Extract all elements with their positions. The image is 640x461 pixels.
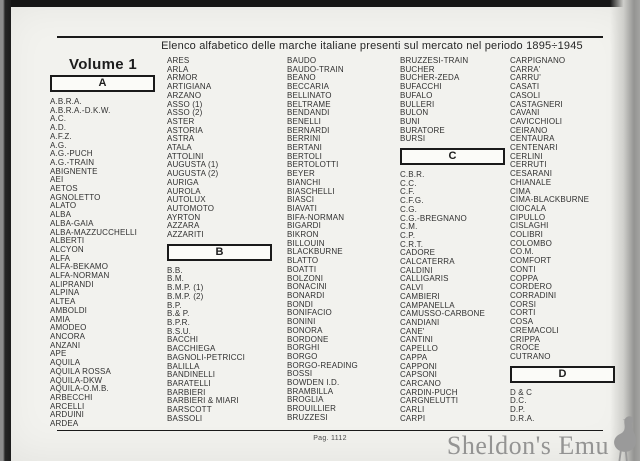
list-item: B.P. (167, 300, 182, 310)
list-item: D & C (510, 387, 533, 397)
list-item: D.P. (510, 405, 526, 415)
list-item: A.B.R.A. (50, 97, 82, 106)
list-item: CAPSONI (400, 370, 438, 380)
list-item: BORDONE (287, 334, 329, 344)
list-item: AURIGA (167, 177, 199, 187)
list-item: ALPINA (50, 288, 80, 298)
list-item: CAMBIERI (400, 291, 440, 301)
list-item: BARATELLI (167, 378, 211, 388)
list-item: CORTI (510, 308, 536, 318)
list-item: C.B.R. (400, 170, 425, 180)
list-item: CASTAGNERI (510, 99, 563, 109)
list-item: CIMA (510, 186, 531, 196)
list-item: AEI (50, 175, 64, 185)
list-item: B.M.P. (1) (167, 283, 204, 293)
list-item: BONINI (287, 317, 316, 327)
list-item: BURSI (400, 134, 426, 144)
list-item: AMIA (50, 314, 71, 324)
list-item: BUCHER-ZEDA (400, 73, 460, 83)
list-item: CRIPPA (510, 334, 541, 344)
list-item: BLATTO (287, 256, 319, 266)
list-item: BORGO (287, 351, 318, 361)
list-item: BIAVATI (287, 203, 317, 213)
list-item: CANTINI (400, 335, 434, 345)
list-item: CARLI (400, 405, 425, 415)
list-item: CASOLI (510, 90, 541, 100)
list-item: B.P.R. (167, 317, 190, 327)
list-item: BEYER (287, 169, 315, 179)
list-item: B.M. (167, 274, 185, 284)
list-item: CORSI (510, 299, 537, 309)
list-item: COPPA (510, 273, 539, 283)
list-item: AMODEO (50, 323, 87, 333)
brand-list-column-5 (510, 57, 624, 423)
list-item: ATTOLINI (167, 151, 204, 161)
list-item: AYRTON (167, 212, 201, 222)
list-item: BIASCHELLI (287, 186, 335, 196)
list-item: ARBECCHI (50, 392, 93, 402)
list-item: AUGUSTA (1) (167, 160, 219, 170)
list-item: BLACKBURNE (287, 247, 343, 257)
list-item: B.M.P. (2) (167, 291, 204, 301)
list-item: ALBERTI (50, 236, 85, 246)
list-item: CEIRANO (510, 125, 548, 135)
list-item: A.F.Z. (50, 131, 72, 141)
list-item: APE (50, 349, 67, 359)
list-item: BELLINATO (287, 90, 332, 100)
list-item: CREMACOLI (510, 325, 559, 335)
list-item: C.P. (400, 230, 416, 240)
list-item: CARGNELUTTI (400, 396, 459, 406)
list-item: BRAMBILLA (287, 386, 334, 396)
list-item: CUTRANO (510, 351, 551, 361)
list-item: COLOMBO (510, 238, 552, 248)
list-item: CROCE (510, 343, 540, 353)
list-item: AZZARA (167, 221, 200, 231)
list-item: ARLA (167, 64, 189, 74)
list-item: CERLINI (510, 151, 543, 161)
list-item: BENDANDI (287, 108, 330, 118)
list-item: B.B. (167, 265, 183, 275)
list-item: ANZANI (50, 340, 81, 350)
list-item: ALIPRANDI (50, 279, 94, 289)
brand-list-column-3 (287, 57, 401, 423)
list-item: AUTOMOTO (167, 203, 215, 213)
brand-list-column-4 (400, 57, 514, 423)
list-item: BASSOLI (167, 413, 203, 423)
list-item: CARRA' (510, 64, 541, 74)
list-item: BIANCHI (287, 177, 321, 187)
list-item: BUFACCHI (400, 82, 442, 92)
list-item: BALILLA (167, 361, 200, 371)
list-item: BUNI (400, 116, 420, 126)
list-item: CAMUSSO-CARBONE (400, 309, 485, 319)
list-item: CERRUTI (510, 160, 547, 170)
list-item: CAMPANELLA (400, 300, 455, 310)
list-item: A.C. (50, 114, 67, 124)
watermark (447, 415, 639, 461)
list-item: BIKRON (287, 230, 319, 240)
list-item: AUROLA (167, 186, 201, 196)
list-item: A.D. (50, 123, 67, 133)
list-item: C.R.T. (400, 239, 424, 249)
list-item: BORGHI (287, 343, 320, 353)
list-item: BONARDI (287, 290, 325, 300)
list-item: B.& P. (167, 309, 190, 319)
list-item: ALTEA (50, 297, 76, 307)
list-item: CESARANI (510, 169, 553, 179)
list-item: BRUZZESI (287, 412, 328, 422)
page-title: Elenco alfabetico delle marche italiane presenti sul mercato nel periodo 1895÷1945 (161, 40, 583, 52)
list-item: CAVICCHIOLI (510, 116, 563, 126)
list-item: CAVANI (510, 108, 540, 118)
list-item: B.S.U. (167, 326, 192, 336)
list-item: CALVI (400, 283, 424, 293)
list-item: ALFA-NORMAN (50, 271, 110, 281)
list-item: CONTI (510, 264, 536, 274)
list-item: AQUILA ROSSA (50, 366, 111, 376)
list-item: AUTOLUX (167, 195, 206, 205)
list-item: ASTORIA (167, 125, 204, 135)
list-item: BORGO-READING (287, 360, 358, 370)
list-item: ALFA (50, 253, 71, 263)
list-item: BOSSI (287, 369, 313, 379)
list-item: CAPPA (400, 352, 428, 362)
list-item: A.G.-PUCH (50, 149, 93, 159)
list-item: BONDI (287, 299, 314, 309)
list-item: ALBA-MAZZUCCHELLI (50, 227, 138, 237)
list-item: BERTOLOTTI (287, 160, 339, 170)
list-item: BAUDO-TRAIN (287, 64, 344, 74)
list-item: ABIGNENTE (50, 166, 98, 176)
list-item: ANCORA (50, 331, 86, 341)
list-item: COSA (510, 317, 534, 327)
list-item: CIOCALA (510, 203, 547, 213)
scan-edge-left (0, 0, 11, 461)
list-item: COLIBRI (510, 230, 544, 240)
list-item: AZZARITI (167, 230, 204, 240)
header-rule (57, 36, 603, 38)
list-item: BULON (400, 108, 429, 118)
list-item: CARDIN-PUCH (400, 387, 458, 397)
list-item: AQUILA-O.M.B. (50, 384, 109, 394)
list-item: CALDINI (400, 265, 433, 275)
list-item: C.G.-BREGNANO (400, 213, 467, 223)
list-item: BERTANI (287, 143, 322, 153)
section-header-b: B (167, 244, 272, 261)
list-item: A.G. (50, 140, 67, 150)
list-item: ASTRA (167, 134, 195, 144)
list-item: CHIANALE (510, 177, 552, 187)
list-item: ARTIGIANA (167, 82, 212, 92)
page-number: Pag. 1112 (313, 435, 347, 442)
list-item: C.F.G. (400, 196, 424, 206)
list-item: ALATO (50, 201, 77, 211)
list-item: ASSO (2) (167, 108, 203, 118)
list-item: CENTENARI (510, 143, 558, 153)
list-item: CAPELLO (400, 344, 438, 354)
list-item: ALBA (50, 210, 72, 220)
list-item: CIMA-BLACKBURNE (510, 195, 590, 205)
list-item: AETOS (50, 184, 78, 194)
list-item: D.R.A. (510, 413, 535, 423)
list-item: C.M. (400, 222, 418, 232)
list-item: CO.M. (510, 247, 534, 257)
list-item: COMFORT (510, 256, 552, 266)
list-item: BELTRAME (287, 99, 331, 109)
list-item: CADORE (400, 248, 436, 258)
list-item: BONORA (287, 325, 323, 335)
volume-label: Volume 1 (69, 56, 137, 73)
list-item: CANE' (400, 326, 425, 336)
list-item: ARES (167, 56, 190, 65)
list-item: BANDINELLI (167, 370, 216, 380)
list-item: BERNARDI (287, 125, 330, 135)
list-item: ARDEA (50, 419, 79, 429)
list-item: ALBA-GAIA (50, 218, 94, 228)
list-item: CENTAURA (510, 134, 555, 144)
list-item: BARSCOTT (167, 405, 212, 415)
list-item: BAGNOLI-PETRICCI (167, 352, 245, 362)
list-item: ARMOR (167, 73, 198, 83)
list-item: BECCARIA (287, 82, 330, 92)
list-item: BOATTI (287, 264, 317, 274)
list-item: CISLAGHI (510, 221, 549, 231)
column-a (50, 56, 164, 429)
list-item: BENELLI (287, 116, 321, 126)
brand-list-column-1 (50, 75, 164, 429)
list-item: BRUZZESI-TRAIN (400, 56, 469, 65)
list-item: CALCATERRA (400, 257, 455, 267)
list-item: BACCHIEGA (167, 344, 216, 354)
list-item: AMBOLDI (50, 305, 88, 315)
list-item: ARZANO (167, 90, 202, 100)
list-item: BOLZONI (287, 273, 324, 283)
list-item: BIASCI (287, 195, 315, 205)
list-item: BONIFACIO (287, 308, 332, 318)
list-item: C.F. (400, 187, 415, 197)
watermark-text: Sheldon's Emu (446, 431, 609, 460)
scan-edge-top (8, 0, 640, 7)
list-item: BUFALO (400, 90, 433, 100)
list-item: BERRINI (287, 134, 321, 144)
list-item: BIGARDI (287, 221, 321, 231)
list-item: AQUILA (50, 358, 81, 368)
list-item: CORDERO (510, 282, 552, 292)
list-item: BIFA-NORMAN (287, 212, 345, 222)
list-item: BARBIERI (167, 387, 206, 397)
list-item: A.G.-TRAIN (50, 157, 95, 167)
list-item: BURATORE (400, 125, 445, 135)
brand-list-column-2 (167, 57, 281, 423)
list-item: BOWDEN I.D. (287, 378, 340, 388)
list-item: BACCHI (167, 335, 199, 345)
list-item: C.C. (400, 178, 417, 188)
list-item: BONACINI (287, 282, 327, 292)
list-item: BARBIERI & MIARI (167, 396, 239, 406)
emu-icon (605, 415, 639, 461)
section-header-c: C (400, 148, 505, 165)
list-item: BERTOLI (287, 151, 322, 161)
list-item: CARPI (400, 413, 426, 423)
list-item: CARRU' (510, 73, 541, 83)
list-item: CALLIGARIS (400, 274, 449, 284)
section-header-a: A (50, 75, 155, 92)
list-item: D.C. (510, 396, 527, 406)
list-item: CARPIGNANO (510, 56, 566, 65)
list-item: CARCANO (400, 378, 442, 388)
list-item: ALFA-BEKAMO (50, 262, 109, 272)
list-item: CASATI (510, 82, 540, 92)
list-item: BAUDO (287, 56, 317, 65)
list-item: BEANO (287, 73, 316, 83)
list-item: AGNOLETTO (50, 192, 101, 202)
list-item: ARCELLI (50, 401, 85, 411)
section-header-d: D (510, 366, 615, 383)
list-item: CANDIANI (400, 317, 440, 327)
list-item: ASSO (1) (167, 99, 203, 109)
list-item: CIPULLO (510, 212, 546, 222)
list-item: A.B.R.A.-D.K.W. (50, 105, 111, 115)
list-item: BUCHER (400, 64, 435, 74)
list-item: ARDUINI (50, 410, 84, 420)
list-item: BILLOUIN (287, 238, 325, 248)
list-item: AQUILA-DKW (50, 375, 103, 385)
list-item: BULLERI (400, 99, 435, 109)
list-item: C.G. (400, 204, 418, 214)
list-item: CAPPONI (400, 361, 438, 371)
list-item: ALCYON (50, 244, 84, 254)
list-item: ASTER (167, 116, 195, 126)
list-item: BROUILLIER (287, 404, 337, 414)
list-item: AUGUSTA (2) (167, 169, 219, 179)
list-item: ATALA (167, 143, 192, 153)
list-item: CORRADINI (510, 290, 557, 300)
list-item: BROGLIA (287, 395, 324, 405)
